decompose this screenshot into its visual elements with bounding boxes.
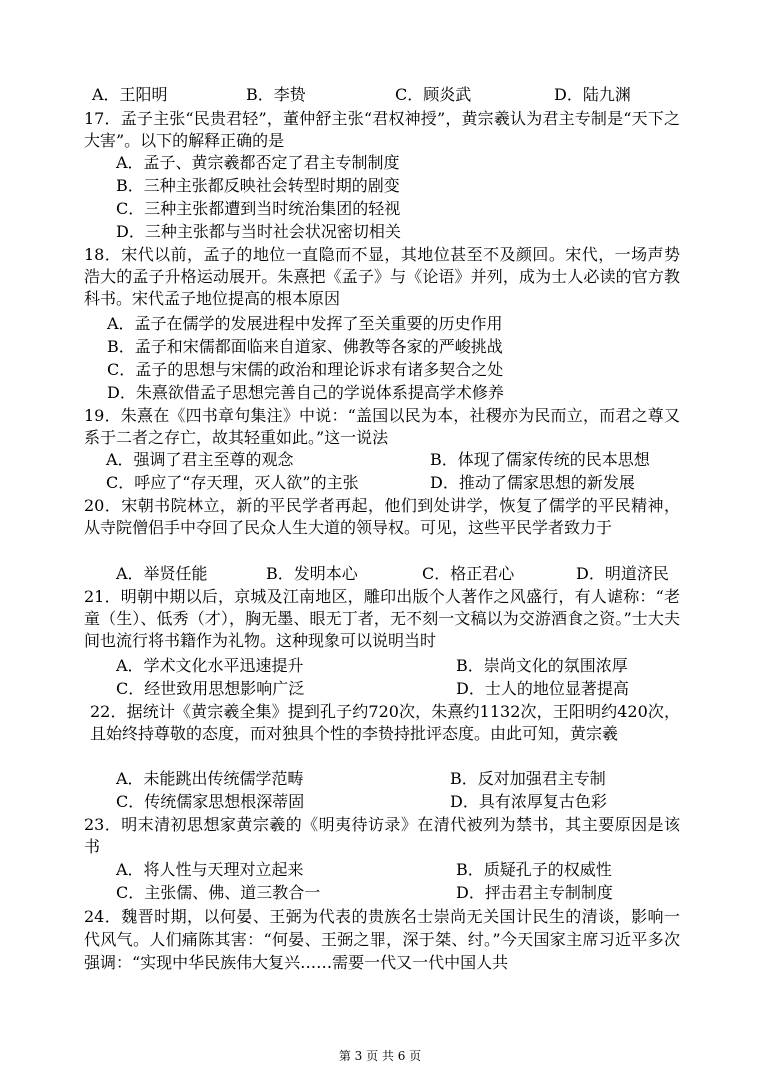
q20-stem: 20．宋朝书院林立，新的平民学者再起，他们到处讲学，恢复了儒学的平民精神，从寺院僧侣手中夺回了民众人生大道的领导权。可见，这些平民学者致力于	[84, 496, 680, 537]
q19-stem: 19．朱熹在《四书章句集注》中说：“盖国以民为本，社稷亦为民而立，而君之尊又系于二者之存亡，故其轻重如此。”这一说法	[84, 406, 680, 447]
option-a: A．王阳明	[92, 85, 168, 104]
q20-option-a: A．举贤任能	[116, 564, 208, 583]
option-c: C．顾炎武	[395, 85, 472, 104]
q23-option-b: B．质疑孔子的权威性	[456, 860, 612, 879]
q17-stem: 17．孟子主张“民贵君轻”，董仲舒主张“君权神授”，黄宗羲认为君主专制是“天下之大害”。以下的解释正确的是	[84, 109, 680, 150]
q21-option-c: C．经世致用思想影响广泛	[116, 679, 305, 698]
q23-option-d: D．抨击君主专制制度	[456, 883, 613, 902]
q23-option-a: A．将人性与天理对立起来	[116, 860, 304, 879]
q22-option-b: B．反对加强君主专制	[450, 769, 606, 788]
q20-option-c: C．格正君心	[422, 564, 515, 583]
q18-option-a: A．孟子在儒学的发展进程中发挥了至关重要的历史作用	[107, 314, 503, 333]
q17-option-b: B．三种主张都反映社会转型时期的剧变	[116, 176, 400, 195]
q22-option-a: A．未能跳出传统儒学范畴	[116, 769, 304, 788]
q20-option-b: B．发明本心	[266, 564, 358, 583]
q20-option-d: D．明道济民	[576, 564, 669, 583]
q24-stem: 24．魏晋时期，以何晏、王弼为代表的贵族名士崇尚无关国计民生的清谈，影响一代风气。人们痛陈其害：“何晏、王弼之罪，深于桀、纣。”今天国家主席习近平多次强调：“实现中华民族伟大复兴……需要一代又一代中国人共	[84, 907, 680, 972]
q22-option-c: C．传统儒家思想根深蒂固	[116, 792, 305, 811]
q21-option-b: B．崇尚文化的氛围浓厚	[456, 656, 628, 675]
q19-option-b: B．体现了儒家传统的民本思想	[430, 450, 650, 469]
q22-stem: 22．据统计《黄宗羲全集》提到孔子约720次，朱熹约1132次，王阳明约420次，且始终持尊敬的态度，而对独具个性的李贽持批评态度。由此可知，黄宗羲	[90, 702, 680, 743]
q19-option-a: A．强调了君主至尊的观念	[106, 450, 294, 469]
q17-option-a: A．孟子、黄宗羲都否定了君主专制制度	[116, 153, 400, 172]
option-d: D．陆九渊	[554, 85, 631, 104]
option-b: B．李贽	[246, 85, 306, 104]
q19-option-d: D．推动了儒家思想的新发展	[430, 473, 635, 492]
q21-option-d: D．士人的地位显著提高	[456, 679, 629, 698]
q22-option-d: D．具有浓厚复古色彩	[450, 792, 607, 811]
q18-stem: 18．宋代以前，孟子的地位一直隐而不显，其地位甚至不及颜回。宋代，一场声势浩大的孟子升格运动展开。朱熹把《孟子》与《论语》并列，成为士人必读的官方教科书。宋代孟子地位提高的根本原因	[84, 245, 680, 308]
q18-option-d: D．朱熹欲借孟子思想完善自己的学说体系提高学术修养	[107, 383, 504, 402]
q17-option-d: D．三种主张都与当时社会状况密切相关	[116, 222, 401, 241]
q18-option-c: C．孟子的思想与宋儒的政治和理论诉求有诸多契合之处	[107, 360, 504, 379]
q23-stem: 23．明末清初思想家黄宗羲的《明夷待访录》在清代被列为禁书，其主要原因是该书	[84, 815, 680, 856]
q17-option-c: C．三种主张都遭到当时统治集团的轻视	[116, 199, 401, 218]
q18-option-b: B．孟子和宋儒都面临来自道家、佛教等各家的严峻挑战	[107, 337, 503, 356]
q23-option-c: C．主张儒、佛、道三教合一	[116, 883, 321, 902]
page-number: 第 3 页 共 6 页	[338, 1049, 422, 1063]
q19-option-c: C．呼应了“存天理，灭人欲”的主张	[106, 473, 359, 492]
q21-option-a: A．学术文化水平迅速提升	[116, 656, 304, 675]
q21-stem: 21．明朝中期以后，京城及江南地区，雕印出版个人著作之风盛行，有人谑称：“老童（生）、低秀（才），胸无墨、眼无丁者，无不刻一文稿以为交游酒食之资。”士大夫间也流行将书籍作为礼物。这种现象可以说明当时	[84, 587, 680, 650]
